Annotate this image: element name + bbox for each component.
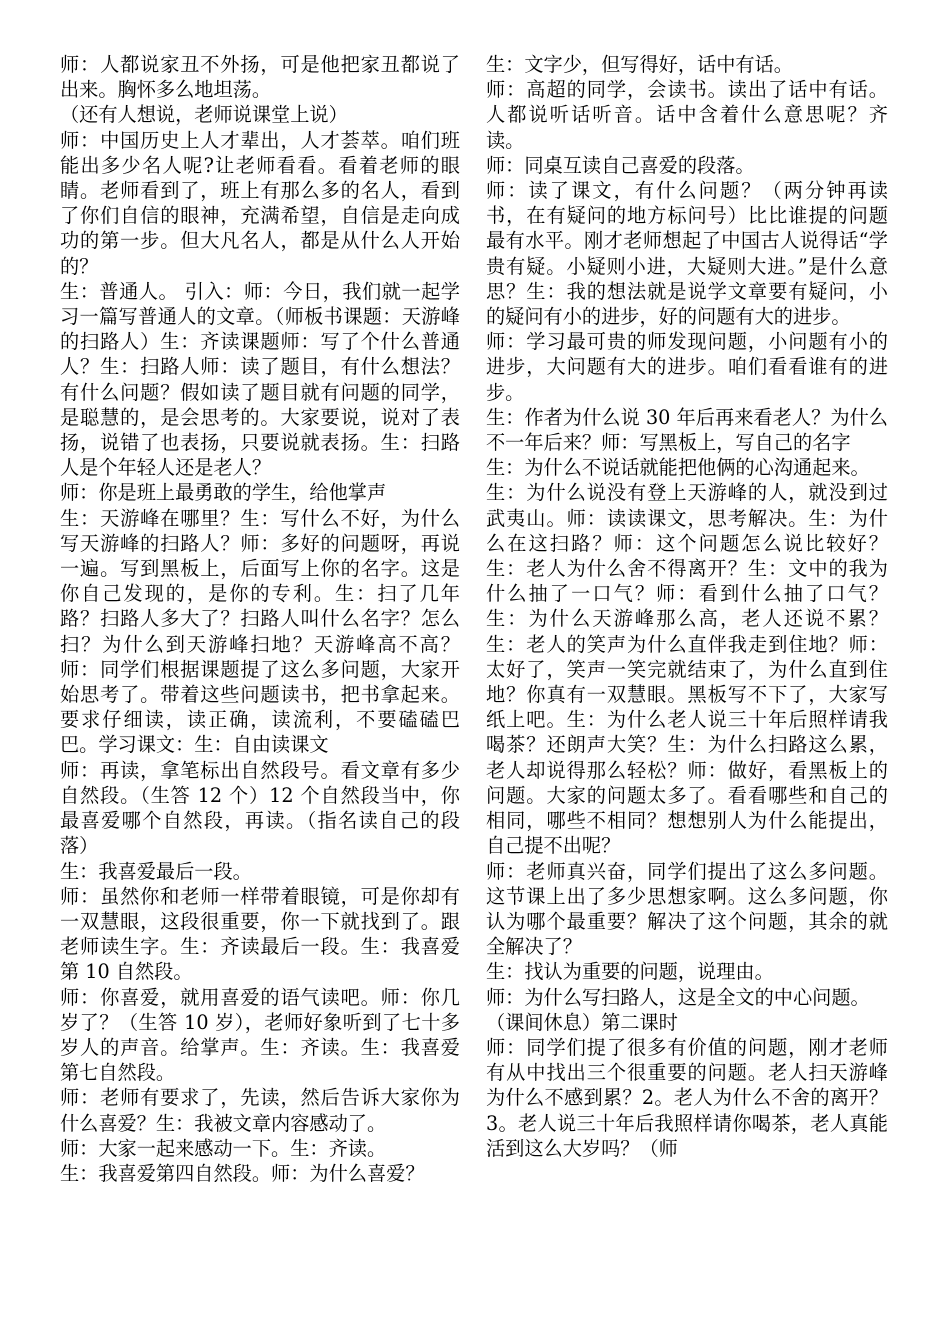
paragraph: （还有人想说，老师说课堂上说） <box>60 103 348 127</box>
left-column <box>60 52 460 1186</box>
paragraph: 师：同学们提了很多有价值的问题，刚才老师有从中找出三个很重要的问题。老人扫天游峰为什么不感到累？2。老人为什么不舍的离开？3。老人说三十年后我照样请你喝茶，老人真能活到这么大岁吗？（师 <box>486 1035 888 1160</box>
right-column <box>486 52 888 1161</box>
paragraph: 生：为什么不说话就能把他俩的心沟通起来。 <box>486 456 870 480</box>
paragraph: 师：再读，拿笔标出自然段号。看文章有多少自然段。（生答 12 个）12 个自然段当中，你最喜爱哪个自然段，再读。（指名读自己的段落） <box>60 758 460 858</box>
paragraph: 生：普通人。 引入：师：今日，我们就一起学习一篇写普通人的文章。（师板书课题：天游峰的扫路人）生：齐读课题师：写了个什么普通人？生：扫路人师：读了题目，有什么想法？有什么问题？假如读了题目就有问题的同学，是聪慧的，是会思考的。大家要说，说对了表扬，说错了也表扬，只要说就表扬。生：扫路人是个年轻人还是老人？ <box>60 279 460 480</box>
paragraph: （课间休息）第二课时 <box>486 1010 678 1034</box>
paragraph: 生：作者为什么说 30 年后再来看老人？为什么不一年后来？师：写黑板上，写自己的名字 <box>486 405 888 455</box>
paragraph: 师：你是班上最勇敢的学生，给他掌声 <box>60 481 387 505</box>
paragraph: 师：人都说家丑不外扬，可是他把家丑都说了出来。胸怀多么地坦荡。 <box>60 53 460 102</box>
paragraph: 生：我喜爱最后一段。 <box>60 859 252 883</box>
paragraph: 生：找认为重要的问题，说理由。 <box>486 960 774 984</box>
paragraph: 师：为什么写扫路人，这是全文的中心问题。 <box>486 985 870 1009</box>
paragraph: 师：同桌互读自己喜爱的段落。 <box>486 153 755 177</box>
paragraph: 师：你喜爱，就用喜爱的语气读吧。师：你几岁了？（生答 10 岁），老师好象听到了七十多岁人的声音。给掌声。生：齐读。生：我喜爱第七自然段。 <box>60 985 460 1085</box>
paragraph: 师：老师真兴奋，同学们提出了这么多问题。这节课上出了多少思想家啊。这么多问题，你认为哪个最重要？解决了这个问题，其余的就全解决了？ <box>486 859 888 959</box>
paragraph: 师：高超的同学，会读书。读出了话中有话。人都说听话听音。话中含着什么意思呢？齐读。 <box>486 78 888 152</box>
paragraph: 师：老师有要求了，先读，然后告诉大家你为什么喜爱？生：我被文章内容感动了。 <box>60 1086 460 1135</box>
paragraph: 生：天游峰在哪里？生：写什么不好，为什么写天游峰的扫路人？师：多好的问题呀，再说一遍。写到黑板上，后面写上你的名字。这是你自己发现的，是你的专利。生：扫了几年路？扫路人多大了？扫路人叫什么名字？怎么扫？为什么到天游峰扫地？天游峰高不高？师：同学们根据课题提了这么多问题，大家开始思考了。带着这些问题读书，把书拿起来。要求仔细读，读正确，读流利，不要磕磕巴巴。学习课文：生：自由读课文 <box>60 506 460 757</box>
paragraph: 生：我喜爱第四自然段。师：为什么喜爱？ <box>60 1161 425 1185</box>
paragraph: 生：为什么说没有登上天游峰的人，就没到过武夷山。师：读读课文，思考解决。生：为什么在这扫路？师：这个问题怎么说比较好？生：老人为什么舍不得离开？生：文中的我为什么抽了一口气？师：看到什么抽了口气？生：为什么天游峰那么高，老人还说不累？生：老人的笑声为什么直伴我走到住地？师：太好了，笑声一笑完就结束了，为什么直到住地？你真有一双慧眼。黑板写不下了，大家写纸上吧。生：为什么老人说三十年后照样请我喝茶？还朗声大笑？生：为什么扫路这么累，老人却说得那么轻松？师：做好，看黑板上的问题。大家的问题太多了。看看哪些和自己的相同，哪些不相同？想想别人为什么能提出，自己提不出呢？ <box>486 481 888 858</box>
paragraph: 师：虽然你和老师一样带着眼镜，可是你却有一双慧眼，这段很重要，你一下就找到了。跟老师读生字。生：齐读最后一段。生：我喜爱第 10 自然段。 <box>60 884 460 984</box>
paragraph: 师：读了课文，有什么问题？（两分钟再读书，在有疑问的地方标问号）比比谁提的问题最有水平。刚才老师想起了中国古人说得话“学贵有疑。小疑则小进，大疑则大进。”是什么意思？生：我的想法就是说学文章要有疑问，小的疑问有小的进步，好的问题有大的进步。 <box>486 179 888 329</box>
paragraph: 生：文字少，但写得好，话中有话。 <box>486 53 793 76</box>
paragraph: 师：学习最可贵的师发现问题，小问题有小的进步，大问题有大的进步。咱们看看谁有的进步。 <box>486 330 888 404</box>
paragraph: 师：中国历史上人才辈出，人才荟萃。咱们班能出多少名人呢?让老师看看。看着老师的眼睛。老师看到了，班上有那么多的名人，看到了你们自信的眼神，充满希望，自信是走向成功的第一步。但大凡名人，都是从什么人开始的？ <box>60 128 460 278</box>
paragraph: 师：大家一起来感动一下。生：齐读。 <box>60 1136 387 1160</box>
